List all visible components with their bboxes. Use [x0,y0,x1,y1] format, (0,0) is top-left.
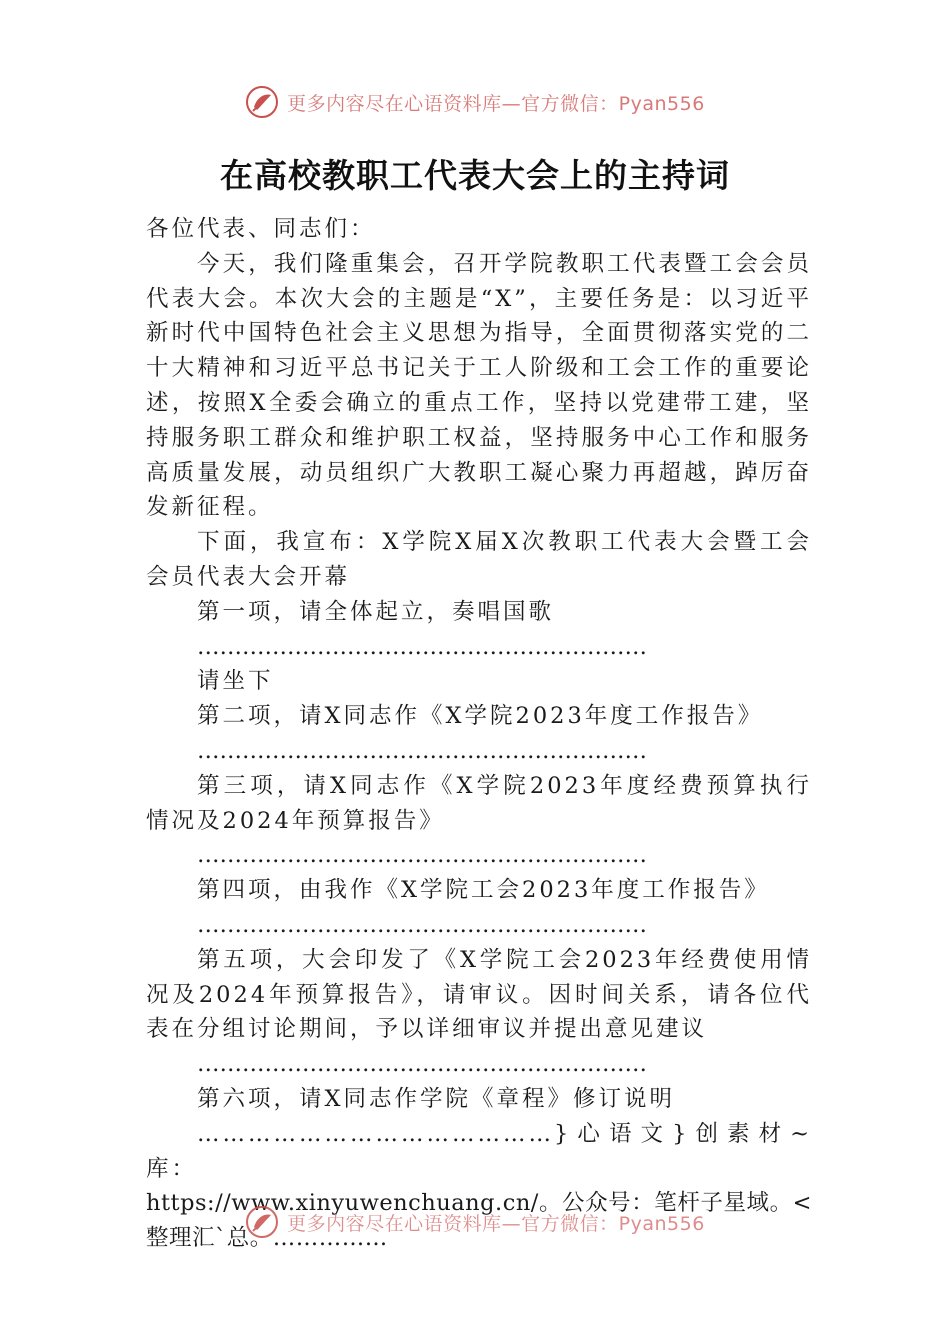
dotted-separator: …………………………………………………… [197,911,647,938]
document-title: 在高校教职工代表大会上的主持词 [220,156,730,195]
agenda-item-6: 第六项，请X同志作学院《章程》修订说明 [197,1085,676,1112]
watermark-footer [0,1202,950,1242]
dotted-separator: …………………………………………………… [197,633,647,660]
logo-icon [245,85,279,119]
agenda-item-4: 第四项，由我作《X学院工会2023年度工作报告》 [197,877,770,904]
closing-line: https://www.xinyuwenchuang.cn/。公众号：笔杆子星域。<整理汇`总。…………… [146,1190,812,1252]
paragraph: 下面，我宣布：X学院X届X次教职工代表大会暨工会会员代表大会开幕 [146,529,812,590]
logo-icon [245,1205,279,1239]
agenda-item-3: 第三项，请X同志作《X学院2023年度经费预算执行情况及2024年预算报告》 [146,772,812,834]
dotted-separator: …………………………………………………… [197,842,647,869]
paragraph: 今天，我们隆重集会，召开学院教职工代表暨工会会员代表大会。本次大会的主题是“X”，主要任务是：以习近平新时代中国特色社会主义思想为指导，全面贯彻落实党的二十大精神和习近平总书记关于工人阶级和工会工作的重要论述，按照X全委会确立的重点工作，坚持以党建带工建，坚持服务职工群众和维护职工权益，坚持服务中心工作和服务高质量发展，动员组织广大教职工凝心聚力再超越，踔厉奋发新征程。 [146,250,812,521]
dotted-separator: …………………………………………………… [197,737,647,764]
agenda-item-1: 第一项，请全体起立，奏唱国歌 [197,598,555,625]
dotted-separator: …………………………………………………… [197,1051,647,1078]
watermark-text: 更多内容尽在心语资料库—官方微信：Pyan556 [287,92,705,115]
paragraph: ……………………………………}心语文}创素材~库： [146,1120,812,1182]
document-body [146,212,812,1256]
agenda-item-2: 第二项，请X同志作《X学院2023年度工作报告》 [197,703,764,730]
watermark-text: 更多内容尽在心语资料库—官方微信：Pyan556 [287,1212,705,1235]
agenda-item-5: 第五项，大会印发了《X学院工会2023年经费使用情况及2024年预算报告》，请审议。因时间关系，请各位代表在分组讨论期间，予以详细审议并提出意见建议 [146,946,812,1043]
paragraph: 请坐下 [197,668,274,695]
greeting: 各位代表、同志们： [146,216,376,242]
watermark-header [0,82,950,122]
